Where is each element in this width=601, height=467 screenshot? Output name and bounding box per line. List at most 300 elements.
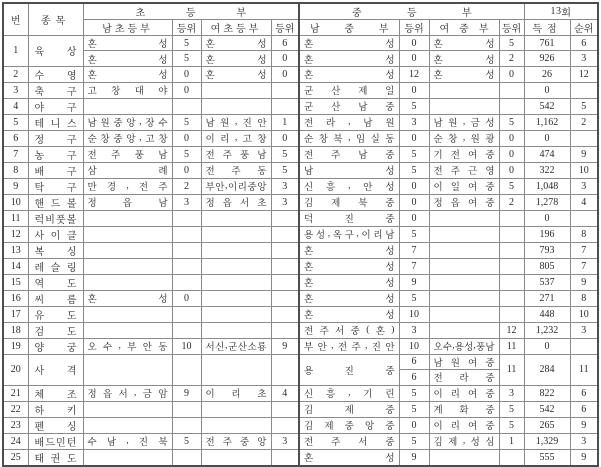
school-label: 혼 성 [304,71,395,82]
no-cell: 20 [3,354,28,385]
event-cell [28,354,83,385]
rank-cell: 9 [399,449,429,466]
event-cell [28,274,83,290]
school-label: 군 산 제 일 [304,87,395,98]
school-cell [201,162,271,178]
rank-cell [271,417,299,433]
no-cell: 19 [3,338,28,354]
school-cell [201,258,271,274]
school-cell [83,210,172,226]
school-cell [299,82,399,98]
rank-cell [172,306,201,322]
school-label: 정 읍 남 [87,199,168,210]
school-label: 삼 례 [87,167,168,178]
rank-cell: 11 [570,354,598,385]
rank-cell: 10 [570,162,598,178]
no-cell: 22 [3,401,28,417]
rank-cell: 3 [570,51,598,66]
rank-cell: 0 [172,290,201,306]
no-cell: 8 [3,162,28,178]
school-cell [429,210,499,226]
event-cell [28,210,83,226]
rank-cell: 5 [499,178,524,194]
school-cell [201,338,271,354]
school-cell [83,417,172,433]
rank-cell: 0 [399,130,429,146]
table-row [3,210,598,226]
rank-cell: 9 [570,146,598,162]
school-label: 전 주 서 중 [304,438,395,449]
school-cell [429,178,499,194]
school-cell [429,130,499,146]
rank-cell: 4 [570,194,598,210]
event-label: 테 니 스 [34,118,77,130]
rank-cell: 5 [271,146,299,162]
school-cell [299,210,399,226]
rank-cell [271,98,299,114]
event-label: 배 드 민 턴 [34,437,77,449]
rank-cell: 6 [570,401,598,417]
rank-cell: 9 [172,385,201,401]
school-label: 김 제 북 중 [304,199,395,210]
school-label: 혼 성 [205,71,267,82]
school-label [84,99,172,114]
rank-cell: 0 [499,162,524,178]
rank-cell [271,226,299,242]
school-cell [429,226,499,242]
event-cell [28,433,83,449]
school-cell [299,114,399,130]
event-cell [28,36,83,67]
school-cell [201,306,271,322]
rank-cell: 3 [172,194,201,210]
school-label: 김 제 , 성 심 [433,436,495,449]
event-label: 수 영 [34,70,77,82]
school-label [430,259,499,274]
school-label: 혼 성 [304,55,395,66]
school-cell [299,449,399,466]
header-event: 종목 [28,3,83,36]
rank-cell: 0 [399,51,429,66]
school-cell [83,51,172,66]
no-cell: 15 [3,274,28,290]
school-label: 혼 성 [87,55,168,66]
school-label [84,323,172,338]
rank-cell [499,306,524,322]
event-cell [28,401,83,417]
rank-cell [271,290,299,306]
school-cell [83,162,172,178]
table-row [3,66,598,82]
no-cell: 11 [3,210,28,226]
no-cell: 13 [3,242,28,258]
school-label [84,227,172,242]
school-label: 신 흥 , 안 성 [304,181,395,194]
event-cell [28,194,83,210]
rank-cell: 5 [172,51,201,66]
school-cell [83,130,172,146]
school-cell [201,290,271,306]
school-label: 기 전 여 중 [433,151,495,162]
rank-cell: 9 [271,338,299,354]
header-no: 번 [3,3,28,36]
rank-cell: 8 [570,226,598,242]
school-label: 김 제 중 앙 중 [304,422,395,433]
school-label: 남 원 여 중 [433,358,495,369]
rank-cell: 6 [271,36,299,51]
rank-cell: 6 [570,385,598,401]
rank-cell [499,98,524,114]
school-label: 정 읍 서 초 [205,199,267,210]
header-girls-elementary: 여초등부 [201,20,271,36]
rank-cell: 5 [271,162,299,178]
event-cell [28,258,83,274]
rank-cell: 0 [271,51,299,66]
rank-cell [172,449,201,466]
school-label: 혼 성 [87,295,168,306]
event-label: 정 구 [34,134,77,146]
rank-cell: 10 [172,338,201,354]
school-label: 전 주 남 중 [304,151,395,162]
event-label: 사 이 클 [34,230,77,242]
rank-cell [172,354,201,385]
school-cell [299,290,399,306]
table-row [3,417,598,433]
header-score: 득점 [524,20,570,36]
rank-cell: 3 [399,322,429,338]
school-cell [299,322,399,338]
rank-cell: 5 [399,146,429,162]
header-middle-section [299,3,524,20]
school-label: 부 안 , 이 리 중 앙 [205,181,267,194]
table-row [3,36,598,51]
school-cell [201,98,271,114]
school-cell [201,433,271,449]
table-row [3,114,598,130]
school-label: 혼 성 [304,295,395,306]
header-row-columns [3,20,598,36]
school-label: 용 성 , 옥 구 , 이 리 남 [304,229,395,242]
no-cell: 5 [3,114,28,130]
event-cell [28,242,83,258]
no-cell: 24 [3,433,28,449]
table-row [3,274,598,290]
school-label: 이 리 여 중 [433,390,495,401]
school-label: 고 창 대 야 [87,87,168,98]
school-cell [201,385,271,401]
school-cell [429,433,499,449]
school-cell [429,98,499,114]
school-label [430,291,499,306]
school-label: 남 원 , 진 안 [205,117,267,130]
school-cell [201,354,271,385]
school-label [202,450,271,465]
school-cell [429,385,499,401]
school-cell [83,178,172,194]
school-cell [299,36,399,51]
school-cell [299,258,399,274]
school-label: 부 안 , 전 주 , 진 안 [304,341,395,354]
school-cell [83,226,172,242]
header-elementary-label: 초 등 부 [135,8,247,19]
rank-cell: 12 [499,322,524,338]
school-cell [429,417,499,433]
header-13th-label: 1 3 회 [550,6,572,19]
school-label [84,355,172,385]
school-label: 용 진 중 [304,366,395,377]
school-cell [429,82,499,98]
school-label [202,402,271,417]
score-cell: 793 [524,242,570,258]
school-label: 순 창 , 원 광 [433,133,495,146]
score-cell: 474 [524,146,570,162]
event-cell [28,338,83,354]
school-label: 혼 성 [304,247,395,258]
event-label: 축 구 [34,86,77,98]
event-label: 복 싱 [34,246,77,258]
score-cell: 761 [524,36,570,51]
table-row [3,98,598,114]
school-label: 혼 성 [304,311,395,322]
school-cell [429,146,499,162]
rank-cell: 5 [172,433,201,449]
school-label: 순 창 북 , 임 실 동 [304,133,395,146]
school-label: 혼 성 [205,55,267,66]
rank-cell: 0 [399,82,429,98]
school-cell [201,82,271,98]
rank-cell: 9 [570,274,598,290]
school-label [430,83,499,98]
no-cell: 9 [3,178,28,194]
school-cell [83,433,172,449]
rank-cell: 0 [499,146,524,162]
score-cell: 322 [524,162,570,178]
no-cell: 23 [3,417,28,433]
rank-cell: 0 [399,178,429,194]
rank-cell: 6 [399,354,429,369]
score-cell: 0 [524,338,570,354]
school-cell [201,194,271,210]
rank-cell: 0 [172,66,201,82]
no-cell: 12 [3,226,28,242]
score-cell: 0 [524,210,570,226]
school-label: 덕 진 중 [304,215,395,226]
header-boys-middle [299,20,399,36]
no-cell: 14 [3,258,28,274]
rank-cell: 0 [399,210,429,226]
rank-cell: 10 [399,306,429,322]
rank-cell [271,354,299,385]
rank-cell: 0 [271,66,299,82]
school-cell [429,258,499,274]
school-label: 정 읍 서 , 금 암 [87,388,168,401]
rank-cell: 0 [271,130,299,146]
school-cell [429,162,499,178]
rank-cell: 0 [172,130,201,146]
school-cell [429,66,499,82]
school-cell [201,242,271,258]
score-cell: 1,329 [524,433,570,449]
school-label: 혼 성 [433,55,495,66]
no-cell: 25 [3,449,28,466]
rank-cell: 11 [499,354,524,385]
no-cell: 18 [3,322,28,338]
school-cell [429,194,499,210]
school-label: 혼 성 [304,454,395,465]
school-cell [429,36,499,51]
school-label: 이 리 여 중 [433,422,495,433]
rank-cell: 1 [271,114,299,130]
school-cell [299,242,399,258]
school-label [84,402,172,417]
rank-cell: 5 [570,98,598,114]
no-cell: 16 [3,290,28,306]
table-row [3,226,598,242]
school-label [84,211,172,226]
no-cell: 1 [3,36,28,67]
event-label: 사 격 [34,366,77,378]
table-row [3,290,598,306]
event-label: 태 권 도 [34,453,77,465]
rank-cell: 0 [172,162,201,178]
event-label: 씨 름 [34,294,77,306]
school-label: 이 일 여 중 [433,183,495,194]
score-cell: 26 [524,66,570,82]
event-cell [28,306,83,322]
rank-cell [570,338,598,354]
rank-cell: 5 [499,114,524,130]
table-row [3,146,598,162]
school-label [202,227,271,242]
school-label [430,323,499,338]
school-cell [201,449,271,466]
rank-cell [499,274,524,290]
school-label: 이 리 초 [205,390,267,401]
header-girls-middle-label: 여 중 부 [439,24,489,35]
school-cell [83,449,172,466]
school-cell [429,306,499,322]
rank-cell: 6 [570,36,598,51]
no-cell: 17 [3,306,28,322]
school-label [202,275,271,290]
table-row [3,82,598,98]
school-cell [429,51,499,66]
table-row [3,306,598,322]
school-label: 오 수 , 부 안 동 [87,341,168,354]
rank-cell: 0 [399,417,429,433]
event-label: 핸 드 볼 [34,198,77,210]
rank-cell: 3 [499,385,524,401]
school-label [430,243,499,258]
rank-cell: 3 [570,433,598,449]
school-cell [83,242,172,258]
school-label: 남 원 , 금 성 [433,117,495,130]
rank-cell: 0 [399,36,429,51]
school-label: 김 제 중 [304,406,395,417]
school-label [84,259,172,274]
school-cell [429,242,499,258]
school-cell [299,98,399,114]
school-label [202,83,271,98]
score-cell: 537 [524,274,570,290]
school-label [430,307,499,322]
school-label: 군 산 남 중 [304,103,395,114]
school-label: 전 주 풍 남 [205,151,267,162]
event-label: 농 구 [34,150,77,162]
school-cell [299,178,399,194]
rank-cell: 3 [570,322,598,338]
event-label: 하 키 [34,405,77,417]
table-row [3,385,598,401]
school-label: 전 주 풍 남 [87,151,168,162]
rank-cell: 0 [172,82,201,98]
rank-cell: 0 [499,66,524,82]
rank-cell: 3 [399,114,429,130]
school-cell [299,194,399,210]
event-label: 검 도 [34,326,77,338]
rank-cell [271,322,299,338]
event-label: 럭 비 풋 볼 [34,214,77,226]
rank-cell: 8 [570,290,598,306]
school-cell [83,338,172,354]
rank-cell [271,306,299,322]
rank-cell [271,242,299,258]
school-cell [83,146,172,162]
event-cell [28,82,83,98]
rank-cell: 5 [172,146,201,162]
header-boys-middle-label: 남 중 부 [310,24,389,35]
school-label [430,227,499,242]
school-cell [83,36,172,51]
school-label [202,355,271,385]
event-cell [28,226,83,242]
event-label: 레 슬 링 [34,262,77,274]
rank-cell: 9 [399,274,429,290]
school-cell [201,226,271,242]
school-cell [299,306,399,322]
school-cell [429,114,499,130]
rank-cell: 2 [172,178,201,194]
school-label: 혼 성 [433,71,495,82]
rank-cell: 10 [399,338,429,354]
school-label [430,450,499,465]
score-cell: 284 [524,354,570,385]
score-cell: 542 [524,98,570,114]
table-row [3,322,598,338]
school-cell [429,401,499,417]
school-cell [201,417,271,433]
rank-cell: 5 [499,401,524,417]
school-cell [201,178,271,194]
school-cell [201,36,271,51]
school-cell [429,322,499,338]
no-cell: 6 [3,130,28,146]
rank-cell: 11 [499,338,524,354]
rank-cell: 7 [570,242,598,258]
rank-cell: 2 [499,194,524,210]
rank-cell: 3 [271,433,299,449]
school-label: 계 화 중 [433,406,495,417]
event-cell [28,178,83,194]
score-cell: 1,048 [524,178,570,194]
school-cell [299,162,399,178]
school-cell [429,370,499,385]
score-cell: 926 [524,51,570,66]
event-label: 배 구 [34,166,77,178]
score-cell: 1,278 [524,194,570,210]
rank-cell: 5 [499,417,524,433]
school-label: 혼 성 [87,40,168,51]
